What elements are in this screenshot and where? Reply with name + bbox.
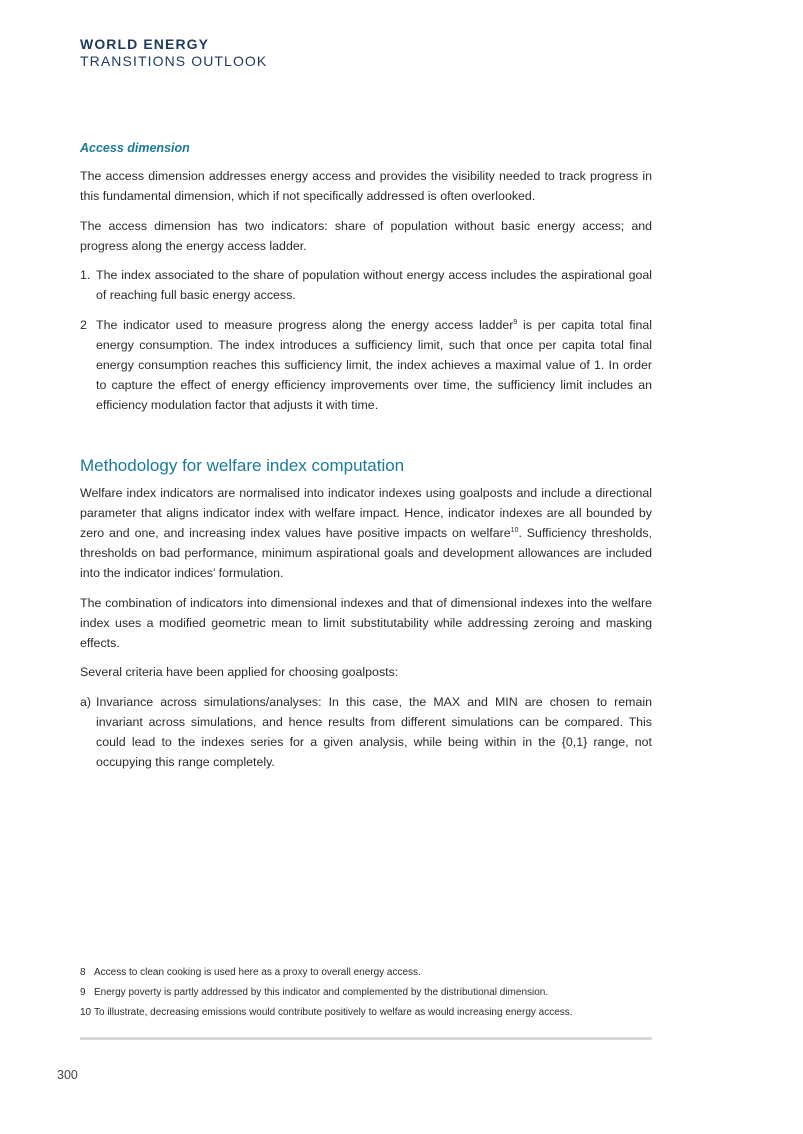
paragraph-part: Welfare index indicators are normalised into indicator indexes using goalposts and include a directional parameter that aligns indicator index with welfare impact. Hence, indicator indexes are all bounded by zero and one, and increasing index values have positive impacts on welfare bbox=[80, 486, 652, 540]
footnote-ref: 10 bbox=[510, 526, 519, 534]
access-dimension-heading: Access dimension bbox=[80, 141, 190, 155]
access-paragraph-1: The access dimension addresses energy access and provides the visibility needed to track progress in this fundamental dimension, which if not specifically addressed is often overlooked. bbox=[80, 169, 652, 203]
header-subtitle: TRANSITIONS OUTLOOK bbox=[80, 53, 268, 69]
list-text: The index associated to the share of population without energy access includes the aspirational goal of reaching full basic energy access. bbox=[96, 268, 652, 302]
list-item bbox=[80, 692, 652, 772]
footnote-text: Energy poverty is partly addressed by this indicator and complemented by the distributional dimension. bbox=[94, 987, 549, 998]
page-number: 300 bbox=[57, 1068, 78, 1082]
list-number: 1. bbox=[80, 268, 91, 282]
footnote bbox=[80, 983, 652, 1003]
footnotes bbox=[80, 963, 652, 1023]
welfare-paragraph-3: Several criteria have been applied for choosing goalposts: bbox=[80, 665, 399, 679]
main-content bbox=[80, 139, 652, 782]
footnote-number: 10 bbox=[80, 1007, 92, 1018]
list-text-part: is per capita total final energy consumption. The index introduces a sufficiency limit, such that once per capita total final energy consumption reaches this sufficiency limit, the index achieves a maximal value of 1. In order to capture the effect of energy efficiency improvements over time, the sufficiency limit includes an efficiency modulation factor that adjusts it with time. bbox=[96, 318, 652, 412]
footnote-text: Access to clean cooking is used here as a proxy to overall energy access. bbox=[94, 967, 421, 978]
list-text: Invariance across simulations/analyses: In this case, the MAX and MIN are chosen to remain invariant across simulations, and hence results from different simulations can be compared. This could lead to the indexes series for a given analysis, while being within in the {0,1} range, not occupying this range completely. bbox=[96, 694, 652, 769]
list-text-part: The indicator used to measure progress along the energy access ladder bbox=[96, 318, 514, 332]
welfare-paragraph-1 bbox=[80, 483, 652, 583]
welfare-section-heading: Methodology for welfare index computation bbox=[80, 456, 405, 475]
welfare-paragraph-2: The combination of indicators into dimensional indexes and that of dimensional indexes into the welfare index uses a modified geometric mean to limit substitutability while addressing zeroing and masking effects. bbox=[80, 595, 652, 650]
list-item bbox=[80, 265, 652, 305]
list-number: a) bbox=[80, 694, 92, 709]
list-item bbox=[80, 315, 652, 415]
footnote bbox=[80, 963, 652, 983]
footnote-number: 8 bbox=[80, 967, 86, 978]
list-text bbox=[96, 315, 652, 415]
footnote-ref: 9 bbox=[513, 318, 518, 326]
footnote-text: To illustrate, decreasing emissions would contribute positively to welfare as would increasing energy access. bbox=[94, 1007, 573, 1018]
header-title: WORLD ENERGY bbox=[80, 36, 210, 52]
paragraph-part: . Sufficiency thresholds, thresholds on bad performance, minimum aspirational goals and development allowances are included into the indicator indices’ formulation. bbox=[80, 526, 652, 580]
access-paragraph-2: The access dimension has two indicators: share of population without basic energy access; and progress along the energy access ladder. bbox=[80, 218, 652, 253]
footnote-number: 9 bbox=[80, 987, 86, 998]
footer-divider bbox=[80, 1037, 652, 1040]
footnote bbox=[80, 1003, 652, 1023]
list-number: 2 bbox=[80, 318, 87, 332]
running-header bbox=[80, 36, 267, 70]
